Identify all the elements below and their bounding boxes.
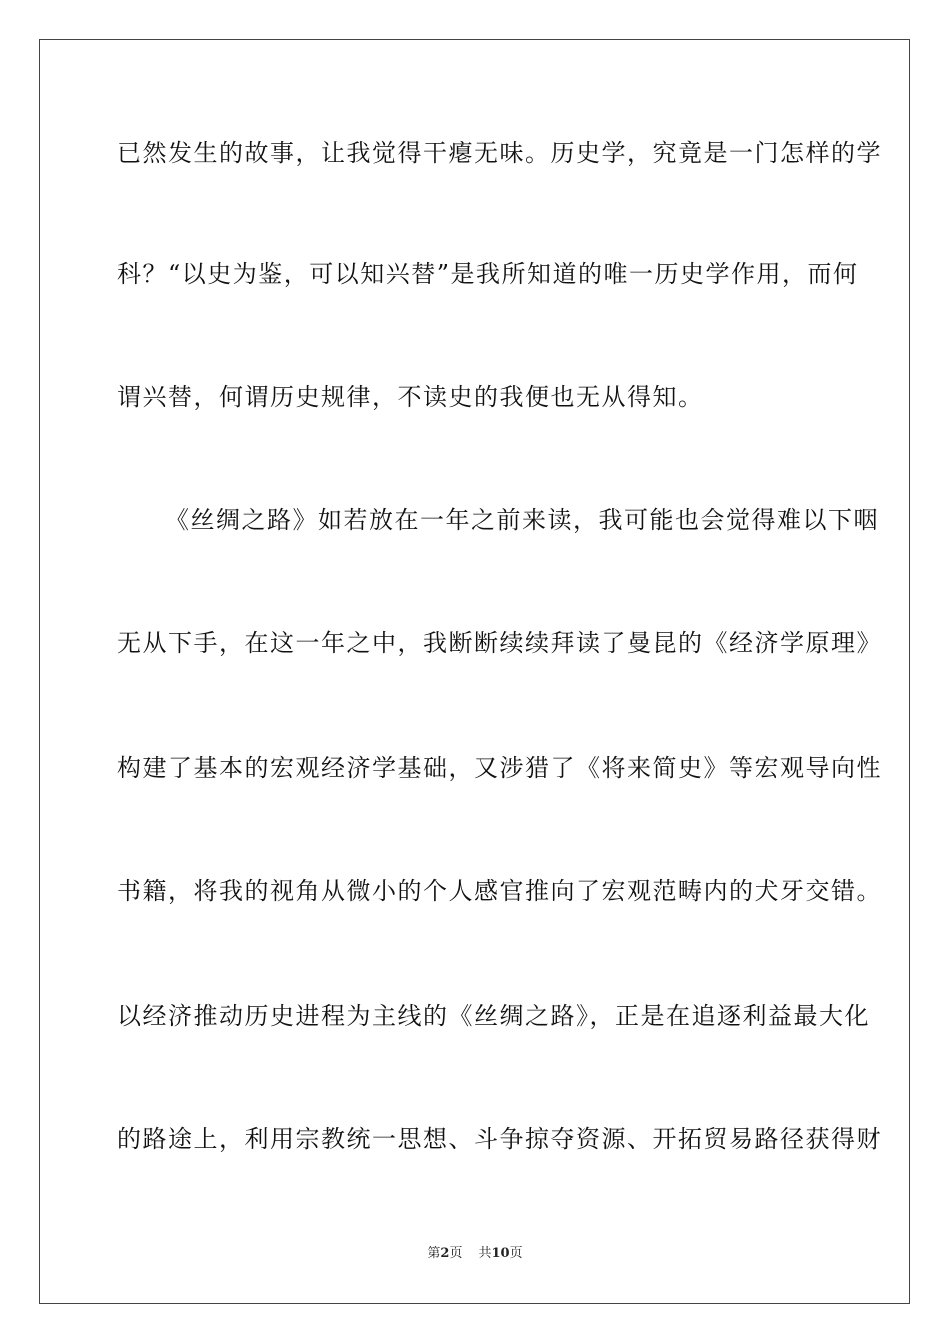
text-line: 已然发生的故事，让我觉得干瘪无味。历史学，究竟是一门怎样的学: [117, 139, 882, 167]
total-suffix: 页: [509, 1246, 523, 1261]
page-indicator: [427, 1246, 462, 1262]
text-line: 构建了基本的宏观经济学基础，又涉猎了《将来简史》等宏观导向性: [117, 754, 882, 782]
total-pages-indicator: [478, 1246, 522, 1262]
text-line: 的路途上，利用宗教统一思想、斗争掠夺资源、开拓贸易路径获得财: [117, 1125, 882, 1153]
page-number: 2: [440, 1246, 450, 1261]
text-line: 科？“以史为鉴，可以知兴替”是我所知道的唯一历史学作用，而何: [117, 260, 859, 288]
text-line: 书籍，将我的视角从微小的个人感官推向了宏观范畴内的犬牙交错。: [117, 877, 882, 905]
total-prefix: 共: [478, 1246, 492, 1261]
page-footer: [0, 1246, 950, 1262]
text-line: 无从下手，在这一年之中，我断断续续拜读了曼昆的《经济学原理》: [117, 629, 882, 657]
page-border: [39, 39, 910, 1304]
text-line: 谓兴替，何谓历史规律，不读史的我便也无从得知。: [117, 383, 704, 411]
page-prefix: 第: [427, 1246, 441, 1261]
text-line: 以经济推动历史进程为主线的《丝绸之路》，正是在追逐利益最大化: [117, 1002, 870, 1030]
total-pages: 10: [491, 1246, 510, 1261]
page-suffix: 页: [449, 1246, 463, 1261]
paragraph-first-line: 《丝绸之路》如若放在一年之前来读，我可能也会觉得难以下咽: [165, 506, 879, 534]
